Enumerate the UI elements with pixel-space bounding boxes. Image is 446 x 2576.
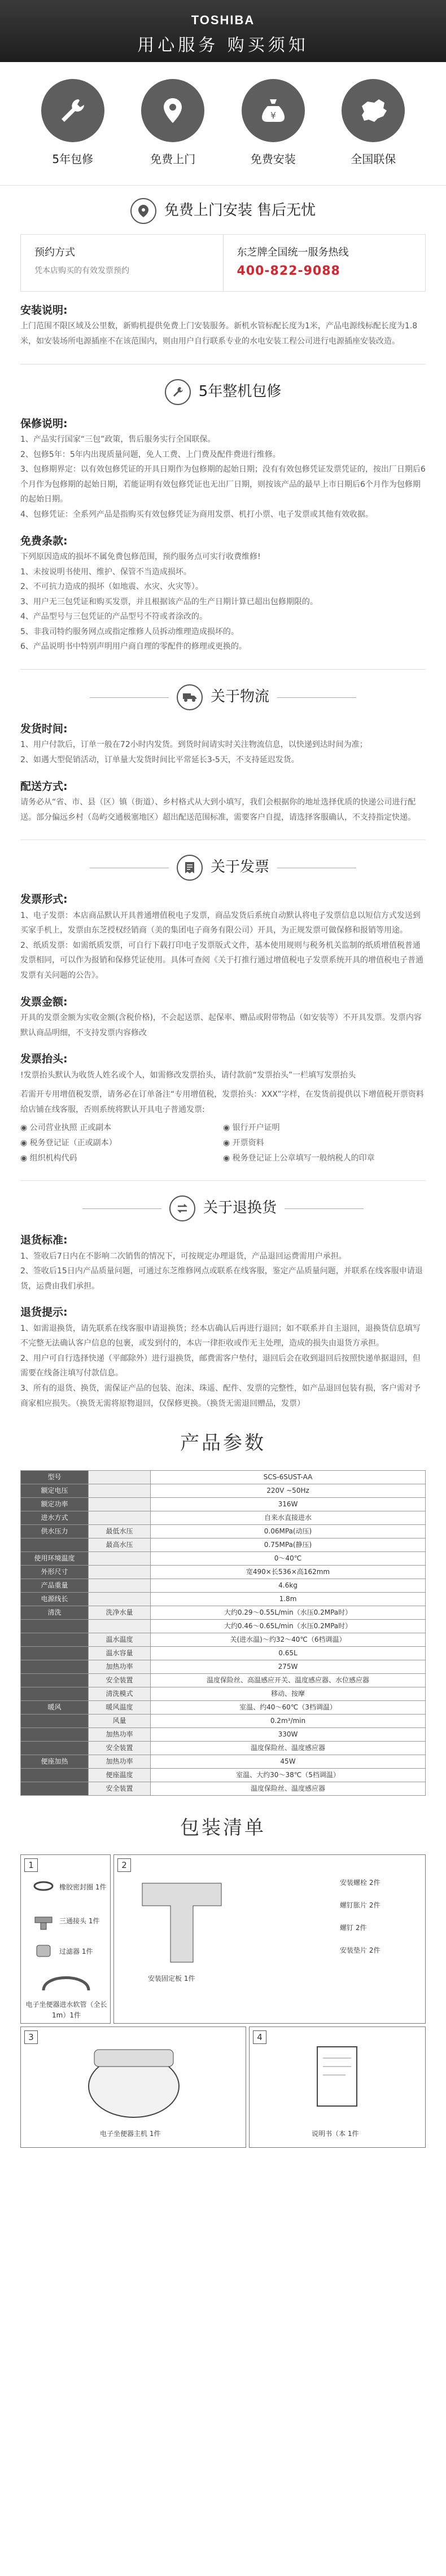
vat-item: ◉ 税务登记证（正或副本）: [20, 1138, 117, 1148]
location-pin-icon: [130, 198, 156, 224]
box-number: 2: [117, 1858, 131, 1872]
spec-subheader: 安全装置: [89, 1673, 151, 1687]
spec-row: [21, 1646, 426, 1660]
spec-value: 45W: [151, 1755, 426, 1768]
invoice-icon: [177, 855, 203, 881]
service-warranty: [33, 79, 112, 168]
spec-header: [21, 1782, 89, 1795]
delivery-desc: 请务必从“省、市、县（区）镇（街道）、乡村格式从大到小填写，我们会根据你的地址选择优质的快递公司进行配送。部分偏远乡村（岛屿交通极塞地区）超出配送范围标准，需要客户自提，请选择客服确认，不支持指定快递。: [20, 798, 416, 822]
spec-header: [21, 1633, 89, 1646]
spec-header: 型号: [21, 1470, 89, 1484]
spec-value: 220V ~50Hz: [151, 1484, 426, 1497]
section-header-invoice: [0, 855, 446, 881]
booking-value: 凭本店购买的有效发票预约: [34, 266, 129, 275]
spec-subheader: [89, 1565, 151, 1579]
spec-row: [21, 1538, 426, 1551]
box-number: 3: [24, 2030, 38, 2044]
spec-row: [21, 1687, 426, 1700]
spec-subheader: 风量: [89, 1714, 151, 1727]
exchange-icon: [169, 1195, 195, 1221]
returns-std-title: 退货标准:: [20, 1234, 68, 1247]
free-term-item: 6、产品说明书中特别声明用户商自理的零配件的修理或更换的。: [20, 642, 247, 652]
free-term-item: 2、不可抗力造成的损坏（如地震、水灾、火灾等）。: [20, 582, 203, 592]
ship-time-title: 发货时间:: [20, 723, 68, 736]
invoice-header-desc: !发票抬头默认为收货人姓名或个人，如需修改发票抬头，请付款前“发票抬头”一栏填写发票抬头: [20, 1070, 356, 1080]
spec-row: [21, 1700, 426, 1714]
spec-subheader: 便座温度: [89, 1768, 151, 1782]
packing-list: [20, 1854, 426, 2148]
spec-value: 移动、按摩: [151, 1687, 426, 1700]
free-terms-title: 免费条款:: [20, 534, 68, 547]
spec-subheader: 安全装置: [89, 1782, 151, 1795]
policy-item: 1、产品实行国家“三包”政策，售后服务实行全国联保。: [20, 434, 216, 444]
spec-header: 产品重量: [21, 1579, 89, 1592]
mounting-plate-icon: [137, 1872, 227, 1968]
box-number: 1: [24, 1858, 38, 1872]
spec-row: [21, 1579, 426, 1592]
ship-item: 1、用户付款后，订单一般在72小时内发货。到货时间请实时关注物流信息，以快递到达时间为准；: [20, 740, 368, 750]
spec-row: [21, 1551, 426, 1565]
returns-tip-item: 2、用户可自行选择快递（平邮除外）进行退换货，邮费需客户垫付，退回后会在收到退回后按照快递单据退回，但需要在线备注填写付款信息。: [20, 1353, 421, 1378]
service-label: 5年包修: [52, 152, 94, 166]
packing-item: 安装垫片 2件: [340, 1946, 381, 1955]
spec-row: [21, 1565, 426, 1579]
divider: [20, 1180, 426, 1181]
spec-row: [21, 1727, 426, 1741]
spec-subheader: 加热功率: [89, 1660, 151, 1673]
wrench-icon: [165, 379, 191, 405]
policy-item: 3、包修期界定：以有效包修凭证的开具日期作为包修期的起始日期；没有有效包修凭证发票凭证的，按出厂日期后6个月作为包修期的起始日期，若能证明有效包修凭证也无出厂日期，则按该产品的最早上市日期后6个月作为包修期的起始日期。: [20, 465, 426, 504]
hero-banner: [0, 0, 446, 62]
packing-item: 安装螺栓 2件: [340, 1879, 381, 1887]
section-title: 关于物流: [210, 688, 269, 706]
box-number: 4: [253, 2030, 266, 2044]
spec-subheader: 清洗模式: [89, 1687, 151, 1700]
spec-value: 关(进水温)～约32～40℃（6档调温）: [151, 1633, 426, 1646]
section-header-logistics: [0, 684, 446, 710]
money-bag-icon: [242, 79, 305, 142]
spec-subheader: [89, 1551, 151, 1565]
hotline-number[interactable]: 400-822-9088: [237, 263, 340, 278]
spec-row: [21, 1782, 426, 1795]
returns-tip-title: 退货提示:: [20, 1306, 68, 1319]
section-title: 5年整机包修: [198, 383, 282, 400]
returns-tip-item: 1、如需退换货，请先联系在线客服申请退换货；经本店确认后再进行退回；如不联系并自主退回，退换货信息填写不完整无法确认客户信息的包裹，或发到付的，本店一律拒收或作无主处理，造成的损失由退货方承担。: [20, 1324, 421, 1348]
vat-item: ◉ 组织机构代码: [20, 1153, 77, 1163]
service-door: [133, 79, 212, 168]
spec-value: 0.65L: [151, 1646, 426, 1660]
spec-row: [21, 1497, 426, 1511]
filter-icon: [32, 1942, 55, 1959]
vat-item: ◉ 税务登记证上公章填写一般纳税人的印章: [223, 1153, 375, 1163]
spec-value: 0～40℃: [151, 1551, 426, 1565]
spec-header: [21, 1741, 89, 1755]
spec-row: [21, 1755, 426, 1768]
packing-box-3: [20, 2026, 246, 2148]
delivery-title: 配送方式:: [20, 780, 68, 793]
packing-item: 螺钉胀片 2件: [340, 1901, 381, 1910]
spec-header: [21, 1619, 89, 1633]
install-contact-box: [20, 234, 426, 292]
spec-header: [21, 1660, 89, 1673]
spec-header: 额定功率: [21, 1497, 89, 1511]
section-header-warranty: [0, 379, 446, 405]
hotline-label: 东芝牌全国统一服务热线: [237, 247, 349, 258]
packing-item: 螺钉 2件: [340, 1924, 367, 1932]
invoice-form-title: 发票形式:: [20, 893, 68, 906]
specs-table: [20, 1470, 426, 1796]
spec-row: [21, 1592, 426, 1606]
spec-header: [21, 1687, 89, 1700]
spec-subheader: 安全装置: [89, 1741, 151, 1755]
section-title: 关于发票: [210, 859, 269, 876]
packing-item: 三通接头 1件: [59, 1917, 100, 1926]
spec-header: 额定电压: [21, 1484, 89, 1497]
packing-item: 安装固定板 1件: [148, 1975, 195, 1983]
section-header-install: [0, 198, 446, 224]
spec-subheader: [89, 1470, 151, 1484]
packing-item: 说明书（本 1件: [312, 2130, 359, 2138]
packing-item: 电子坐便器主机 1件: [100, 2130, 161, 2138]
spec-header: 供水压力: [21, 1524, 89, 1538]
spec-row: [21, 1606, 426, 1619]
spec-subheader: 加热功率: [89, 1755, 151, 1768]
brand-logo: TOSHIBA: [191, 13, 255, 27]
hose-icon: [38, 1971, 94, 1996]
manual-book-icon: [312, 2044, 362, 2112]
spec-row: [21, 1619, 426, 1633]
spec-subheader: 最低水压: [89, 1524, 151, 1538]
spec-header: [21, 1673, 89, 1687]
spec-header: [21, 1768, 89, 1782]
spec-subheader: [89, 1619, 151, 1633]
packing-title: 包装清单: [180, 1816, 266, 1839]
spec-header: 便座加热: [21, 1755, 89, 1768]
title-line-left: [82, 1208, 161, 1209]
policy-item: 4、包修凭证：全系列产品是指购买有效包修凭证为商用发票、机打小票、电子发票或其他有效收据。: [20, 509, 373, 519]
spec-value: 宽490×长536×高162mm: [151, 1565, 426, 1579]
spec-value: 316W: [151, 1497, 426, 1511]
spec-header: [21, 1538, 89, 1551]
tee-connector-icon: [32, 1909, 55, 1931]
spec-value: 大约0.46～0.65L/min（水压0.2MPa时）: [151, 1619, 426, 1633]
policy-title: 保修说明:: [20, 417, 68, 430]
spec-subheader: 温水温度: [89, 1633, 151, 1646]
spec-header: 电源线长: [21, 1592, 89, 1606]
packing-box-1: [20, 1854, 111, 2024]
spec-value: 温度保险丝、温度感应器: [151, 1782, 426, 1795]
spec-value: 室温、大约30～38℃（5档调温）: [151, 1768, 426, 1782]
free-terms-intro: 下列原因造成的损坏不属免费包修范围，预约服务点可实行收费维修!: [20, 552, 261, 561]
svg-text:¥: ¥: [270, 110, 276, 121]
spec-value: 0.2m³/min: [151, 1714, 426, 1727]
spec-value: 温度保险丝、高温感应开关、温度感应器、水位感应器: [151, 1673, 426, 1687]
spec-value: 自来水直接进水: [151, 1511, 426, 1524]
spec-subheader: 暖风温度: [89, 1700, 151, 1714]
spec-value: SCS-6SUST-AA: [151, 1470, 426, 1484]
service-label: 免费安装: [250, 152, 296, 166]
spec-row: [21, 1511, 426, 1524]
spec-value: 4.6kg: [151, 1579, 426, 1592]
spec-value: 330W: [151, 1727, 426, 1741]
spec-row: [21, 1524, 426, 1538]
spec-value: 0.75MPa(静压): [151, 1538, 426, 1551]
wrench-icon: [41, 79, 104, 142]
spec-header: 暖风: [21, 1700, 89, 1714]
packing-item: 过滤器 1件: [59, 1948, 93, 1956]
title-line-right: [285, 1208, 364, 1209]
free-term-item: 4、产品型号与三包凭证的产品型号不符或者涂改的。: [20, 612, 207, 622]
spec-header: 清洗: [21, 1606, 89, 1619]
service-label: 免费上门: [150, 152, 196, 166]
truck-icon: [177, 684, 203, 710]
booking-label: 预约方式: [34, 247, 75, 258]
spec-value: 温度保险丝、温度感应器: [151, 1741, 426, 1755]
vat-desc: 若需开专用增值税发票，请务必在订单备注“专用增值税，发票抬头：XXX”字样，在发货前提供以下增值税开票资料给店铺在线客服，否则系统将默认开具电子普通发票:: [20, 1090, 424, 1114]
spec-subheader: 洗净水量: [89, 1606, 151, 1619]
spec-subheader: [89, 1579, 151, 1592]
divider: [20, 669, 426, 670]
packing-box-2: [113, 1854, 426, 2024]
spec-header: [21, 1714, 89, 1727]
invoice-form-item: 2、纸质发票：如需纸质发票，可自行下载打印电子发票版式文件，基本使用规则与税务机关监制的纸质增值税普通发票相同，可以作为报销和保修凭证使用。具体可查阅《关于打推行通过增值税电子发票系统开具的增值税电子普通发票有关问题的公告》。: [20, 940, 423, 980]
spec-row: [21, 1714, 426, 1727]
location-pin-icon: [141, 79, 204, 142]
spec-subheader: 加热功率: [89, 1727, 151, 1741]
ship-item: 2、如遇大型促销活动，订单量大发货时间比平常延长3-5天，不支持延迟发货。: [20, 755, 299, 765]
free-term-item: 5、非我司特约服务网点或指定维修人员拆动维理造成损坏的。: [20, 627, 239, 636]
spec-value: 1.8m: [151, 1592, 426, 1606]
spec-subheader: [89, 1497, 151, 1511]
packing-item: 橡胶密封圈 1件: [59, 1883, 107, 1892]
spec-header: [21, 1646, 89, 1660]
section-header-returns: [0, 1195, 446, 1221]
spec-row: [21, 1633, 426, 1646]
section-title: 关于退换货: [203, 1199, 277, 1217]
spec-subheader: [89, 1511, 151, 1524]
spec-value: 大约0.29～0.55L/min（水压0.2MPa时）: [151, 1606, 426, 1619]
vat-requirements: [20, 1120, 426, 1166]
spec-row: [21, 1470, 426, 1484]
spec-row: [21, 1660, 426, 1673]
china-map-icon: [342, 79, 405, 142]
invoice-form-item: 1、电子发票：本店商品默认开具普通增值税电子发票，商品发货后系统自动默认将电子发票信息以短信方式发送到买家手机上，发票由东芝授权经销商（美的集团电子商务有限公司）开具，为正规发票可做保修和报销等用途。: [20, 911, 421, 935]
spec-subheader: 最高水压: [89, 1538, 151, 1551]
seal-ring-icon: [32, 1880, 55, 1892]
service-label: 全国联保: [351, 152, 396, 166]
vat-item: ◉ 开票资料: [223, 1138, 264, 1148]
service-national: [334, 79, 413, 168]
service-icons-row: [0, 62, 446, 186]
invoice-amount-desc: 开具的发票金额为实收金额(含税价格)，不会起送票、起保率、赠品或附带物品（如安装等）不开具发票。发票内容默认商品明细，不支持发票内容修改: [20, 1013, 422, 1038]
spec-header: 使用环境温度: [21, 1551, 89, 1565]
spec-subheader: [89, 1592, 151, 1606]
divider: [20, 839, 426, 840]
spec-row: [21, 1741, 426, 1755]
spec-subheader: [89, 1484, 151, 1497]
spec-header: 外形尺寸: [21, 1565, 89, 1579]
install-desc: 上门范围不限区域及公里数，新购机提供免费上门安装服务。新机水管标配长度为1米，产品电源线标配长度为1.8米，如安装场所电源插座不在该范围内，则由用户自行联系专业的水电安装工程公司进行电源插座安装改造。: [20, 322, 418, 346]
toilet-seat-icon: [72, 2038, 196, 2123]
spec-header: [21, 1727, 89, 1741]
returns-std-item: 2、签收后15日内产品质量问题，可通过东芝维修网点或联系在线客服，鉴定产品质量问题，并联系在线客服申请退货，运费由我们承担。: [20, 1267, 423, 1291]
policy-item: 2、包修5年：5年内出现质量问题，免人工费、上门费及配件费进行维修。: [20, 450, 281, 459]
title-line-right: [277, 697, 356, 698]
packing-box-4: [249, 2026, 426, 2148]
page-title: 用心服务 购买须知: [137, 36, 309, 56]
section-title: 免费上门安装 售后无忧: [164, 202, 316, 219]
service-install: [234, 79, 313, 168]
free-term-item: 3、用户无三包凭证和购买发票，并且根据该产品的生产日期计算已超出包修期限的。: [20, 597, 318, 606]
returns-tip-item: 3、所有的退货、换货，需保证产品的包装、泡沫、珠遥、配件、发票的完整性，如产品退回包装有损，客户需对予商家相应损失。（换货无需将原物退回，仅保修更换。（换货无需退回赠品，发票）: [20, 1384, 421, 1408]
specs-title: 产品参数: [180, 1432, 266, 1455]
invoice-amount-title: 发票金额:: [20, 995, 68, 1008]
invoice-header-title: 发票抬头:: [20, 1053, 68, 1066]
spec-row: [21, 1768, 426, 1782]
returns-std-item: 1、签收后7日内在不影响二次销售的情况下，可按规定办理退货，产品退回运费需用户承担。: [20, 1251, 347, 1261]
spec-value: 0.06MPa(动压): [151, 1524, 426, 1538]
packing-item: 电子坐便器进水软管（全长1m）1件: [25, 2001, 107, 2020]
spec-header: 进水方式: [21, 1511, 89, 1524]
spec-value: 275W: [151, 1660, 426, 1673]
vat-item: ◉ 银行开户证明: [223, 1123, 280, 1133]
free-term-item: 1、未按说明书使用、维护、保管不当造成损坏。: [20, 567, 191, 577]
vat-item: ◉ 公司营业执照 正或副本: [20, 1123, 112, 1133]
title-line-left: [90, 697, 169, 698]
install-desc-title: 安装说明:: [20, 304, 68, 316]
spec-subheader: 温水容量: [89, 1646, 151, 1660]
spec-row: [21, 1484, 426, 1497]
spec-row: [21, 1673, 426, 1687]
spec-value: 室温、约40～60℃（3档调温）: [151, 1700, 426, 1714]
